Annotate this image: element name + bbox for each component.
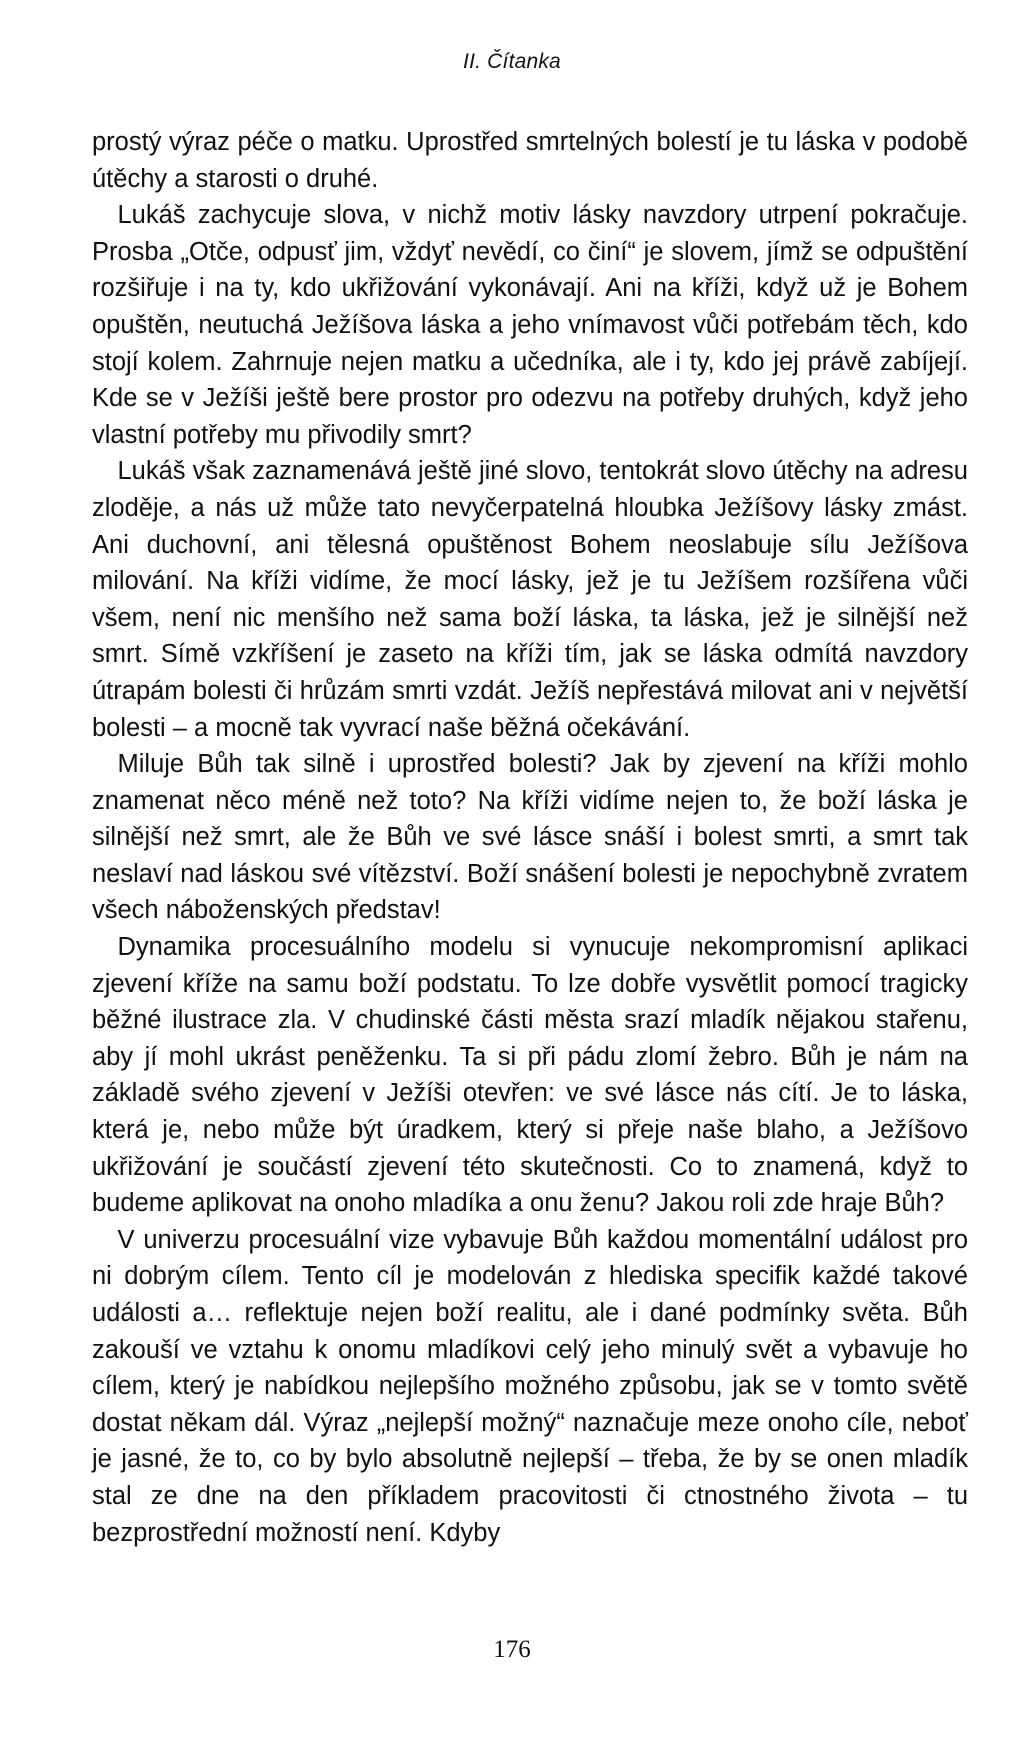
- paragraph: Lukáš však zaznamenává ještě jiné slovo, tentokrát slovo útěchy na adresu zloděje, a nás už může tato nevyčerpatelná hloubka Ježíšovy lásky zmást. Ani duchovní, ani tělesná opuštěnost Bohem neoslabuje sílu Ježíšova milování. Na kříži vidíme, že mocí lásky, jež je tu Ježíšem rozšířena vůči všem, není nic menšího než sama boží láska, ta láska, jež je silnější než smrt. Símě vzkříšení je zaseto na kříži tím, jak se láska odmítá navzdory útrapám bolesti či hrůzám smrti vzdát. Ježíš nepřestává milovat ani v největší bolesti – a mocně tak vyvrací naše běžná očekávání.: [92, 457, 968, 742]
- page-number: 176: [493, 1636, 531, 1663]
- paragraph: Dynamika procesuálního modelu si vynucuje nekompromisní aplikaci zjevení kříže na samu boží podstatu. To lze dobře vysvětlit pomocí tragicky běžné ilustrace zla. V chudinské části města srazí mladík nějakou stařenu, aby jí mohl ukrást peněženku. Ta si při pádu zlomí žebro. Bůh je nám na základě svého zjevení v Ježíši otevřen: ve své lásce nás cítí. Je to láska, která je, nebo může být úradkem, který si přeje naše blaho, a Ježíšovo ukřižování je součástí zjevení této skutečnosti. Co to znamená, když to budeme aplikovat na onoho mladíka a onu ženu? Jakou roli zde hraje Bůh?: [92, 933, 968, 1218]
- paragraph: prostý výraz péče o matku. Uprostřed smrtelných bolestí je tu láska v podobě útěchy a starosti o druhé.: [92, 128, 968, 193]
- body-text: [92, 124, 968, 1551]
- running-head: II. Čítanka: [463, 50, 561, 73]
- paragraph: Lukáš zachycuje slova, v nichž motiv lásky navzdory utrpení pokračuje. Prosba „Otče, odpusť jim, vždyť nevědí, co činí“ je slovem, jímž se odpuštění rozšiřuje i na ty, kdo ukřižování vykonávají. Ani na kříži, když už je Bohem opuštěn, neutuchá Ježíšova láska a jeho vnímavost vůči potřebám těch, kdo stojí kolem. Zahrnuje nejen matku a učedníka, ale i ty, kdo jej právě zabíjejí. Kde se v Ježíši ještě bere prostor pro odezvu na potřeby druhých, když jeho vlastní potřeby mu přivodily smrt?: [92, 201, 968, 449]
- paragraph: V univerzu procesuální vize vybavuje Bůh každou momentální událost pro ni dobrým cílem. Tento cíl je modelován z hlediska specifik každé takové události a… reflektuje nejen boží realitu, ale i dané podmínky světa. Bůh zakouší ve vztahu k onomu mladíkovi celý jeho minulý svět a vybavuje ho cílem, který je nabídkou nejlepšího možného způsobu, jak se v tomto světě dostat někam dál. Výraz „nejlepší možný“ naznačuje meze onoho cíle, neboť je jasné, že to, co by bylo absolutně nejlepší – třeba, že by se onen mladík stal ze dne na den příkladem pracovitosti či ctnostného života – tu bezprostřední možností není. Kdyby: [92, 1225, 968, 1547]
- paragraph: Miluje Bůh tak silně i uprostřed bolesti? Jak by zjevení na kříži mohlo znamenat něco méně než toto? Na kříži vidíme nejen to, že boží láska je silnější než smrt, ale že Bůh ve své lásce snáší i bolest smrti, a smrt tak neslaví nad láskou své vítězství. Boží snášení bolesti je nepochybně zvratem všech náboženských představ!: [92, 750, 968, 925]
